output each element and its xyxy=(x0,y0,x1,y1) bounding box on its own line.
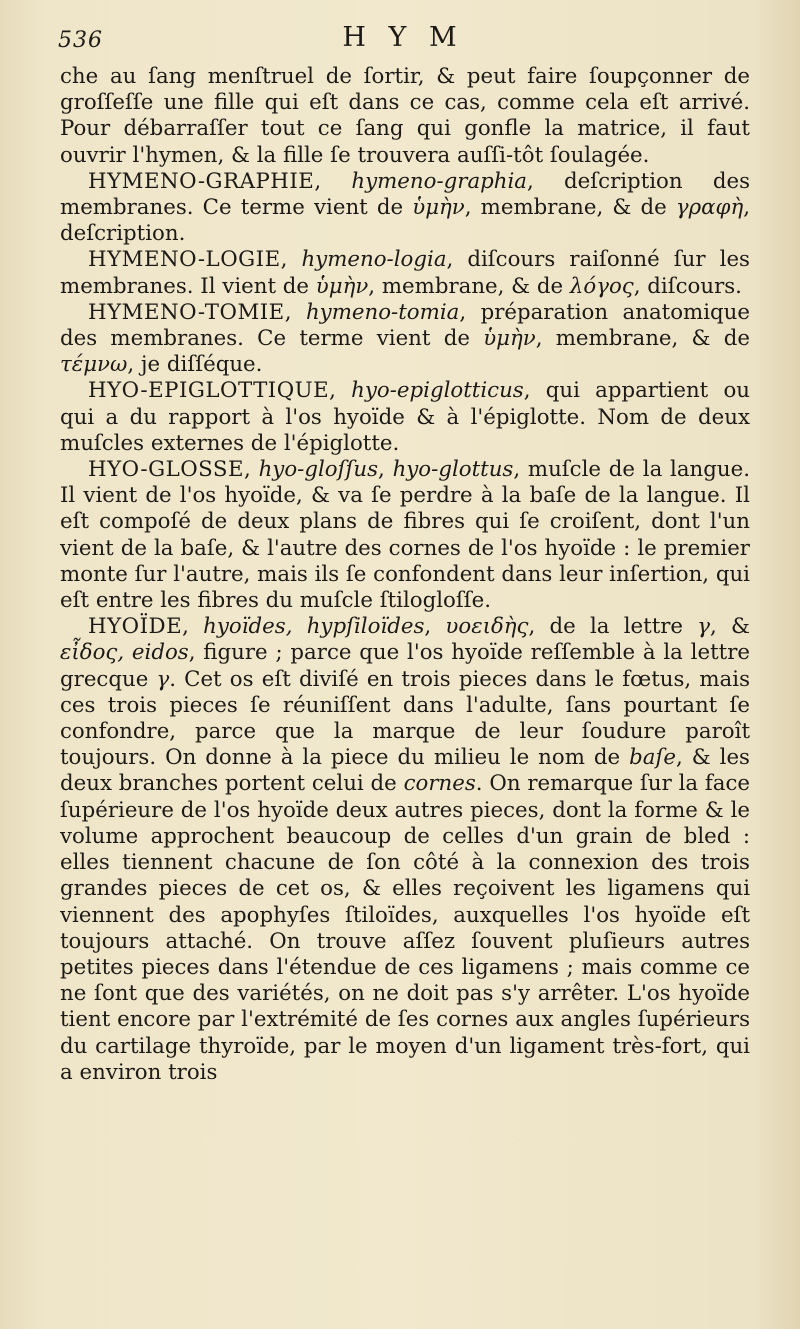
entry-latin: hyo-glottus xyxy=(392,457,514,483)
entry-greek: τέμνω xyxy=(60,352,128,378)
entry-text: , & les deux branches portent celui de xyxy=(60,745,750,797)
entry-latin: hymeno-tomia xyxy=(305,299,460,325)
entry-text: , membrane, & de xyxy=(535,326,750,352)
entry-headword: HYMENO-GRAPHIE xyxy=(88,168,315,194)
entry-term: cornes xyxy=(403,771,476,797)
entry-text: , préparation anatomique des membranes. Ce terme vient de xyxy=(60,299,750,352)
page-text xyxy=(60,64,750,1086)
entry-text: , diſcours. xyxy=(633,273,742,299)
entry-hymeno-logie xyxy=(60,247,750,299)
entry-headword: HYO-EPIGLOTTIQUE xyxy=(88,378,330,404)
entry-text: , deſcription. xyxy=(60,195,750,247)
entry-hyoide xyxy=(60,614,750,1086)
entry-text: , xyxy=(244,457,259,483)
entry-text: , membrane, & de xyxy=(464,195,676,221)
entry-greek: ὑμὴν xyxy=(483,326,536,352)
entry-latin: hyo-epiglotticus xyxy=(351,378,524,404)
entry-latin: hymeno-graphia xyxy=(351,168,528,194)
entry-term: baſe xyxy=(629,745,676,771)
entry-text: , figure ; parce que l'os hyoïde reſſemble à la lettre grecque xyxy=(60,640,750,692)
page-number: 536 xyxy=(58,28,103,53)
entry-text: , xyxy=(284,299,306,325)
entry-text: , muſcle de la langue. Il vient de l'os hyoïde, & va ſe perdre à la baſe de la langue. Il eſt compoſé de deux plans de fibres qui ſe croiſent, dont l'un vient de la baſe, & l'autre des cornes de l'os hyoïde : le premier monte ſur l'autre, mais ils ſe confondent dans leur inſertion, qui eſt entre les fibres du muſcle ſtilogloſſe. xyxy=(60,457,750,614)
entry-latin: hyo-gloſſus xyxy=(258,457,379,483)
entry-text: , je diſſéque. xyxy=(127,352,263,378)
entry-headword: HYMENO-TOMIE xyxy=(88,299,285,325)
entry-hyo-epiglottique xyxy=(60,378,750,457)
entry-greek: γ xyxy=(156,666,170,692)
entry-latin: hyoïdes, hypſiloïdes xyxy=(203,614,425,640)
entry-greek: λόγος xyxy=(569,273,634,299)
entry-hymeno-graphie xyxy=(60,169,750,248)
entry-latin: hymeno-logia xyxy=(301,247,447,273)
entry-greek: υοειδὴς xyxy=(445,614,529,640)
entry-greek: ὑμὴν xyxy=(412,195,465,221)
entry-text: , xyxy=(280,247,302,273)
continuation-paragraph: che au ſang menſtruel de ſortir, & peut faire ſoupçonner de groſſeſſe une fille qui eſt dans ce cas, comme cela eſt arrivé. Pour débarraſſer tout ce ſang qui gonfle la matrice, il faut ouvrir l'hymen, & la fille ſe trouvera auſſi-tôt ſoulagée. xyxy=(60,64,750,168)
entry-text: , qui appartient ou qui a du rapport à l'os hyoïde & à l'épiglotte. Nom de deux muſcles externes de l'épiglotte. xyxy=(60,378,750,456)
entry-text: , & xyxy=(710,614,750,640)
entry-text: , xyxy=(314,168,352,194)
entry-text: . On remarque ſur la face ſupérieure de l'os hyoïde deux autres pieces, dont la forme & le volume approchent beaucoup de celles d'un grain de bled : elles tiennent chacune de ſon côté à la connexion des trois grandes pieces de cet os, & elles reçoivent les ligamens qui viennent des apophyſes ſtiloïdes, auxquelles l'os hyoïde eſt toujours attaché. On trouve aſſez ſouvent pluſieurs autres petites pieces dans l'étendue de ces ligamens ; mais comme ce ne ſont que des variétés, on ne doit pas s'y arrêter. L'os hyoïde tient encore par l'extrémité de ſes cornes aux angles ſupérieurs du cartilage thyroïde, par le moyen d'un ligament très-fort, qui a environ trois xyxy=(60,771,750,1085)
entry-text: . Cet os eſt diviſé en trois pieces dans le fœtus, mais ces trois pieces ſe réuniſſent dans l'adulte, ſans pourtant ſe confondre, parce que la marque de leur ſoudure paroît toujours. On donne à la piece du milieu le nom de xyxy=(60,666,750,771)
entry-text: , xyxy=(378,457,393,483)
entry-headword: HYO-GLOSSE xyxy=(88,457,245,483)
entry-greek: ὑμὴν xyxy=(315,273,369,299)
entry-headword: HYOÏDE xyxy=(88,614,183,640)
running-head: H Y M xyxy=(342,22,464,53)
entry-text: , deſcription des membranes. Ce terme vient de xyxy=(60,168,750,221)
entry-text: , de la lettre xyxy=(528,614,698,640)
entry-headword: HYMENO-LOGIE xyxy=(88,247,281,273)
entry-greek: εἶδος, eidos xyxy=(60,640,189,666)
entry-text: , membrane, & de xyxy=(368,273,570,299)
entry-text: , xyxy=(424,614,446,640)
entry-text: , xyxy=(329,378,352,404)
entry-hymeno-tomie xyxy=(60,300,750,379)
entry-hyo-glosse xyxy=(60,457,750,614)
entry-text: , diſcours raiſonné ſur les membranes. Il vient de xyxy=(60,247,750,299)
entry-text: , xyxy=(182,614,204,640)
entry-greek: γ xyxy=(697,614,711,640)
page-header xyxy=(58,22,748,62)
entry-greek: γραφὴ xyxy=(675,195,744,221)
